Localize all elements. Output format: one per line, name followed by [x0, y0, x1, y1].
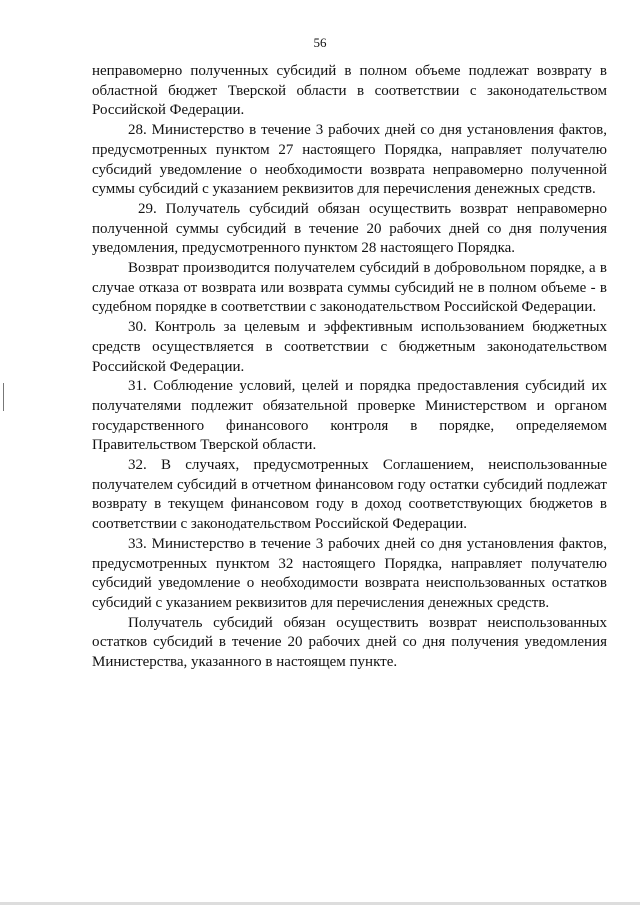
- paragraph-item-28: 28. Министерство в течение 3 рабочих дней со дня установления фактов, предусмотренных пунктом 27 настоящего Порядка, направляет получателю субсидий уведомление о необходимости возврата неправомерно полученной суммы субсидий с указанием реквизитов для перечисления денежных средств.: [92, 122, 607, 198]
- page-number: 56: [313, 35, 327, 50]
- paragraph-item-32: 32. В случаях, предусмотренных Соглашением, неиспользованные получателем субсидий в отчетном финансовом году остатки субсидий подлежат возврату в текущем финансовом году в доход соответствующих бюджетов в соответствии с законодательством Российской Федерации.: [92, 457, 607, 533]
- paragraph-refund-procedure: Возврат производится получателем субсидий в добровольном порядке, а в случае отказа от возврата или возврата суммы субсидий не в полном объеме - в судебном порядке в соответствии с законодательством Российской Федерации.: [92, 260, 607, 316]
- scan-margin-mark: [3, 383, 4, 411]
- paragraph-item-31: 31. Соблюдение условий, целей и порядка предоставления субсидий их получателями подлежит обязательной проверке Министерством и органом государственного финансового контроля в порядке, определяемом Правительством Тверской области.: [92, 378, 607, 454]
- paragraph-item-30: 30. Контроль за целевым и эффективным использованием бюджетных средств осуществляется в соответствии с бюджетным законодательством Российской Федерации.: [92, 319, 607, 375]
- paragraph-item-29: 29. Получатель субсидий обязан осуществить возврат неправомерно полученной суммы субсидий в течение 20 рабочих дней со дня получения уведомления, предусмотренного пунктом 28 настоящего Порядка.: [92, 200, 607, 257]
- paragraph-refund-obligation: Получатель субсидий обязан осуществить возврат неиспользованных остатков субсидий в течение 20 рабочих дней со дня получения уведомления Министерства, указанного в настоящем пункте.: [92, 614, 607, 671]
- paragraph-continuation: неправомерно полученных субсидий в полном объеме подлежат возврату в областной бюджет Тверской области в соответствии с законодательством Российской Федерации.: [92, 63, 607, 119]
- paragraph-item-33: 33. Министерство в течение 3 рабочих дней со дня установления фактов, предусмотренных пунктом 32 настоящего Порядка, направляет получателю субсидий уведомление о необходимости возврата неиспользованных остатков субсидий с указанием реквизитов для перечисления денежных средств.: [92, 535, 607, 611]
- document-body: [92, 62, 607, 673]
